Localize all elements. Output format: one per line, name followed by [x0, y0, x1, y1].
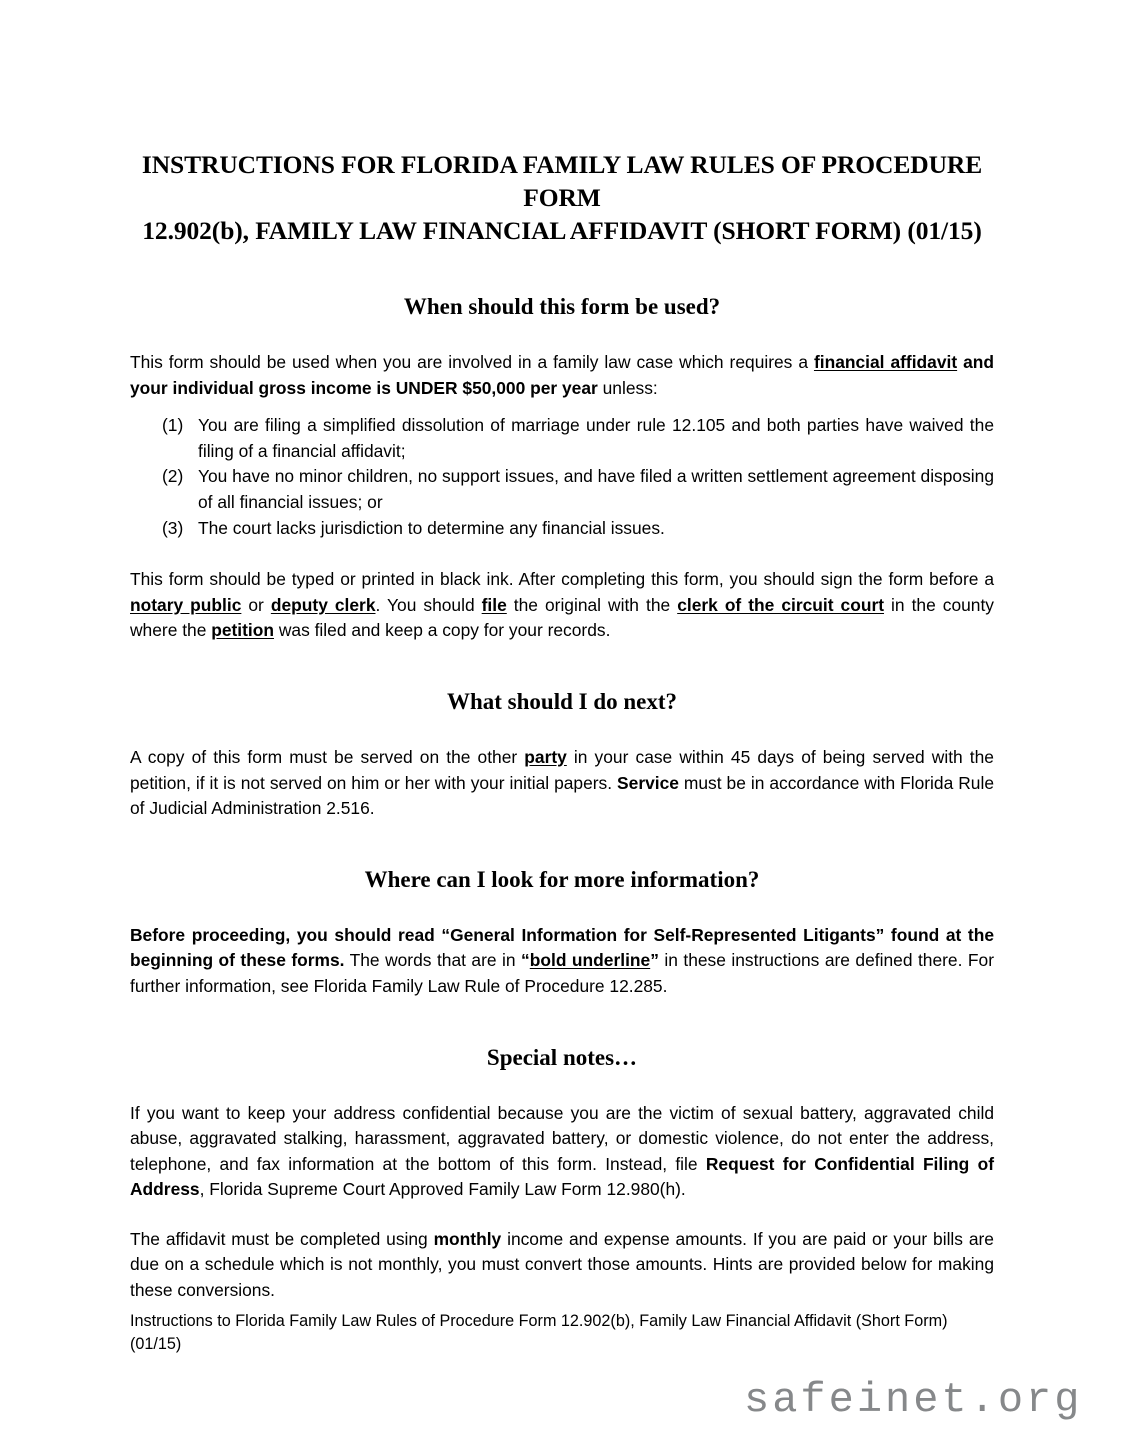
text-run: The affidavit must be completed using — [130, 1228, 434, 1249]
paragraph-monthly-amounts — [130, 1227, 994, 1304]
spacer — [130, 321, 994, 350]
text-run: This form should be used when you are involved in a family law case which requires a — [130, 352, 814, 372]
list-item-marker: (3) — [162, 517, 184, 538]
page-title-line-2: 12.902(b), FAMILY LAW FINANCIAL AFFIDAVIT (SHORT FORM) (01/15) — [142, 216, 982, 245]
paragraph-confidential-address — [130, 1101, 994, 1203]
term-petition: petition — [211, 620, 275, 641]
term-party: party — [524, 746, 567, 767]
term-financial-affidavit: financial affidavit — [813, 352, 958, 372]
spacer — [130, 894, 994, 923]
spacer — [130, 1072, 994, 1101]
paragraph-more-information — [130, 923, 994, 1000]
exception-list — [130, 413, 994, 541]
text-run: income and expense amounts. If you are paid or your bills are due on a schedule which is not monthly, you must convert those amounts. Hints are provided below for making these conversions. — [130, 1228, 994, 1301]
heading-where-can-i-look-for-more-information: Where can I look for more information? — [364, 866, 760, 892]
spacer — [130, 1000, 994, 1044]
text-run: or — [241, 594, 271, 615]
list-item — [130, 413, 994, 464]
list-item — [130, 464, 994, 515]
footer-note-line-1: Instructions to Florida Family Law Rules of Procedure Form 12.902(b), Family Law Financial Affidavit (Short Form) — [130, 1311, 948, 1330]
quote-close: ” — [650, 950, 659, 971]
paragraph-when-intro — [130, 350, 994, 401]
spacer — [130, 1203, 994, 1227]
list-item — [130, 516, 994, 542]
text-run: A copy of this form must be served on the other — [130, 746, 525, 767]
emphasis-income-threshold: and your individual gross income is UNDER $50,000 per year — [130, 352, 994, 398]
text-run: The words that are in — [344, 950, 522, 971]
list-item-text: The court lacks jurisdiction to determine any financial issues. — [198, 517, 665, 538]
text-run: . You should — [375, 594, 482, 615]
heading-what-should-i-do-next: What should I do next? — [446, 688, 678, 714]
text-run: the original with the — [506, 594, 678, 615]
watermark-safeinet: safeinet.org — [744, 1376, 1083, 1424]
term-deputy-clerk: deputy clerk — [270, 594, 376, 615]
term-file: file — [481, 594, 507, 615]
document-content — [130, 148, 994, 1356]
text-run: in the county where the — [130, 594, 994, 641]
paragraph-filing-instructions — [130, 567, 994, 644]
footer-note — [130, 1310, 994, 1356]
text-run: This form should be typed or printed in black ink. After completing this form, you should sign the form before a — [130, 569, 994, 590]
text-run: If you want to keep your address confidential because you are the victim of sexual battery, aggravated child abuse, aggravated stalking, harassment, aggravated battery, or domestic violence, do not enter the address, telephone, and fax information at the bottom of this form. Instead, file — [130, 1102, 994, 1174]
emphasis-monthly: monthly — [433, 1228, 502, 1249]
list-item-marker: (1) — [162, 415, 184, 436]
text-run: , Florida Supreme Court Approved Family Law Form 12.980(h). — [199, 1179, 686, 1200]
text-run: must be in accordance with Florida Rule of Judicial Administration 2.516. — [130, 772, 994, 819]
emphasis-before-proceeding: Before proceeding, you should read “General Information for Self-Represented Litigants” found at the beginning of these forms. — [130, 924, 994, 971]
list-item-text: You are filing a simplified dissolution of marriage under rule 12.105 and both parties have waived the filing of a financial affidavit; — [198, 415, 994, 461]
spacer — [130, 644, 994, 688]
emphasis-request-confidential-filing: Request for Confidential Filing of Address — [130, 1153, 994, 1200]
text-run: was filed and keep a copy for your records. — [274, 620, 611, 641]
spacer — [130, 401, 994, 413]
page-title — [130, 148, 994, 247]
quote-open: “ — [521, 950, 530, 971]
emphasis-service: Service — [617, 772, 679, 793]
heading-when-should-form-be-used: When should this form be used? — [403, 294, 721, 319]
page-title-line-1: INSTRUCTIONS FOR FLORIDA FAMILY LAW RULES OF PROCEDURE FORM — [141, 150, 983, 212]
list-item-text: You have no minor children, no support issues, and have filed a written settlement agreement disposing of all financial issues; or — [198, 466, 994, 512]
footer-note-line-2: (01/15) — [130, 1334, 182, 1353]
text-run: in your case within 45 days of being served with the petition, if it is not served on him or her with your initial papers. — [130, 746, 994, 793]
text-run: in these instructions are defined there. For further information, see Florida Family Law Rule of Procedure 12.285. — [130, 950, 994, 996]
spacer — [130, 822, 994, 866]
term-bold-underline: bold underline — [529, 950, 651, 971]
term-clerk-of-the-circuit-court: clerk of the circuit court — [677, 594, 885, 615]
term-notary-public: notary public — [130, 594, 242, 615]
spacer — [130, 716, 994, 745]
paragraph-service-requirements — [130, 745, 994, 822]
heading-special-notes: Special notes… — [486, 1044, 638, 1070]
spacer — [130, 247, 994, 293]
spacer — [130, 541, 994, 567]
list-item-marker: (2) — [162, 466, 184, 487]
text-run: unless: — [597, 377, 658, 398]
